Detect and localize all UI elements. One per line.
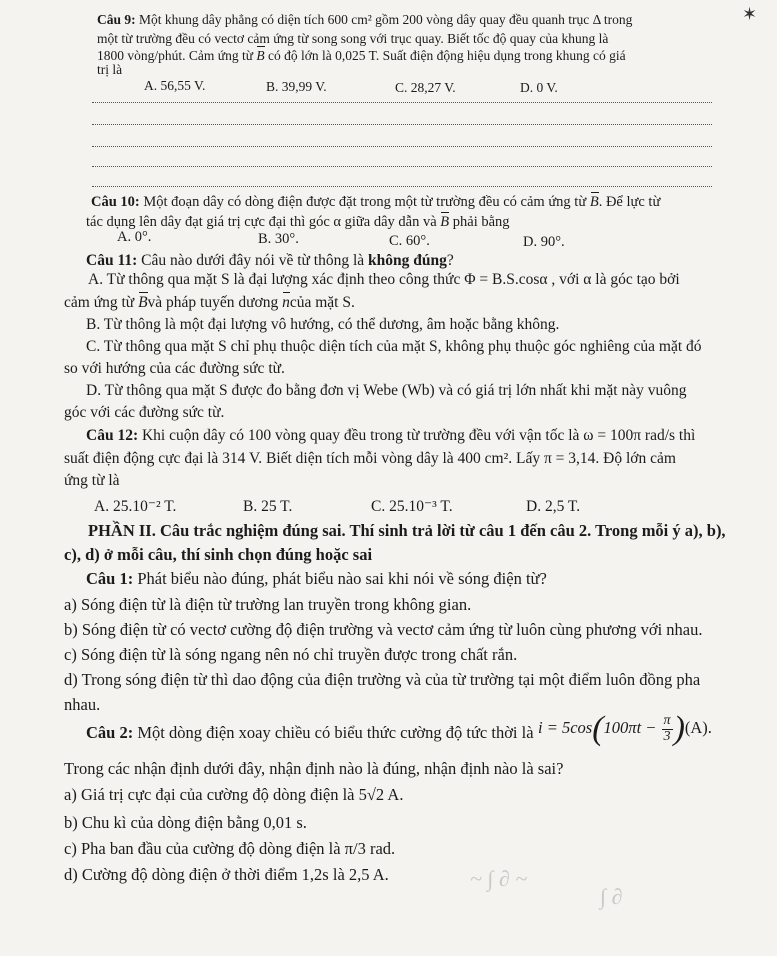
- q10-text-2b: phải bằng: [449, 214, 510, 230]
- q12-option-b: B. 25 T.: [243, 498, 293, 515]
- q9-option-a: A. 56,55 V.: [144, 78, 206, 93]
- q9-option-b: B. 39,99 V.: [266, 79, 327, 94]
- p2-q2-stem-text: Một dòng điện xoay chiều có biểu thức cường độ tức thời là: [133, 723, 534, 742]
- q11-option-c-line-1: C. Từ thông qua mặt S chỉ phụ thuộc diện tích của mặt S, không phụ thuộc góc nghiêng của mặt đó: [86, 338, 702, 355]
- q11-stem-text: Câu nào dưới đây nói về từ thông là: [137, 252, 369, 269]
- answer-line-1: [92, 102, 712, 103]
- q11-a-text-1: cảm ứng từ: [64, 294, 139, 311]
- q11-option-d-line-1: D. Từ thông qua mặt S được đo bằng đơn vị Webe (Wb) và có giá trị lớn nhất khi mặt này vuông: [86, 382, 687, 399]
- part-2-heading-line-2: c), d) ở mỗi câu, thí sinh chọn đúng hoặc sai: [64, 545, 373, 564]
- part-2-heading-line-1: PHẦN II. Câu trắc nghiệm đúng sai. Thí sinh trả lời từ câu 1 đến câu 2. Trong mỗi ý a), b),: [88, 521, 726, 540]
- current-formula: [538, 712, 712, 746]
- q10-option-d: D. 90°.: [523, 234, 565, 250]
- p2-q1-statement-d-line-2: nhau.: [64, 695, 101, 714]
- q11-a-text-3: của mặt S.: [289, 294, 355, 311]
- p2-q1-statement-d-line-1: d) Trong sóng điện từ thì dao động của điện trường và của từ trường tại một điểm luôn đồng pha: [64, 670, 701, 689]
- q9-text-3b: có độ lớn là 0,025 T. Suất điện động hiệu dụng trong khung có giá: [264, 48, 626, 63]
- p2-q1-label: Câu 1:: [86, 569, 134, 588]
- p2-q2-intro: Trong các nhận định dưới đây, nhận định nào là đúng, nhận định nào là sai?: [64, 759, 564, 778]
- star-mark-icon: ✶: [742, 4, 758, 24]
- q11-option-b: B. Từ thông là một đại lượng vô hướng, có thể dương, âm hoặc bằng không.: [86, 316, 560, 333]
- q10-option-c: C. 60°.: [389, 233, 430, 249]
- q12-line-1: [86, 427, 695, 445]
- vector-b-symbol: B: [138, 294, 148, 311]
- q11-option-c-line-2: so với hướng của các đường sức từ.: [64, 360, 285, 377]
- q9-line-2: một từ trường đều có vectơ cảm ứng từ song song với trục quay. Biết tốc độ quay của khung là: [97, 31, 609, 46]
- q12-option-d: D. 2,5 T.: [526, 498, 581, 515]
- formula-fraction: [662, 714, 673, 744]
- q12-option-c: C. 25.10⁻³ T.: [371, 498, 453, 515]
- q10-line-1: [91, 194, 660, 211]
- q9-line-1: [97, 12, 632, 28]
- q10-text-2a: tác dụng lên dây đạt giá trị cực đại thì góc α giữa dây dẫn và: [86, 214, 441, 230]
- q11-option-d-line-2: góc với các đường sức từ.: [64, 404, 225, 421]
- bleed-through-scribble: ∫ ∂: [600, 884, 623, 909]
- q11-stem-emphasis: không đúng: [368, 252, 447, 269]
- p2-q2-statement-b: b) Chu kì của dòng điện bằng 0,01 s.: [64, 813, 307, 832]
- formula-argument: 100πt −: [603, 717, 661, 737]
- fraction-numerator: π: [663, 712, 671, 728]
- answer-line-2: [92, 124, 712, 125]
- q12-line-2: suất điện động cực đại là 314 V. Biết diện tích mỗi vòng dây là 400 cm². Lấy π = 3,14. Độ lớn cảm: [64, 450, 676, 467]
- p2-q1-statement-a: a) Sóng điện từ là điện từ trường lan truyền trong không gian.: [64, 595, 472, 614]
- vector-b-symbol: B: [589, 194, 599, 210]
- q9-line-4: trị là: [97, 62, 123, 77]
- p2-q1-stem-text: Phát biểu nào đúng, phát biểu nào sai khi nói về sóng điện từ?: [133, 569, 547, 588]
- q11-label: Câu 11:: [86, 252, 138, 269]
- q11-a-text-2: và pháp tuyến dương: [147, 294, 283, 311]
- q9-option-d: D. 0 V.: [520, 80, 558, 95]
- q10-option-a: A. 0°.: [117, 229, 152, 245]
- formula-left-paren: (: [592, 710, 604, 747]
- vector-n-symbol: n: [282, 294, 290, 311]
- q11-option-a-line-1: A. Từ thông qua mặt S là đại lượng xác định theo công thức Φ = B.S.cosα , với α là góc tạo bởi: [88, 271, 680, 288]
- p2-q1-statement-b: b) Sóng điện từ có vectơ cường độ điện trường và vectơ cảm ứng từ luôn cùng phương với nhau.: [64, 620, 703, 639]
- q9-text-3a: 1800 vòng/phút. Cảm ứng từ: [97, 48, 257, 63]
- q10-text-1a: Một đoạn dây có dòng điện được đặt trong một từ trường đều có cảm ứng từ: [139, 194, 590, 210]
- p2-q2-label: Câu 2:: [86, 723, 134, 742]
- q9-label: Câu 9:: [97, 12, 136, 27]
- p2-q2-stem: [86, 724, 534, 743]
- q11-stem-end: ?: [446, 252, 454, 269]
- q10-text-1b: . Để lực từ: [598, 194, 661, 210]
- bleed-through-scribble: ~ ∫ ∂ ~: [470, 866, 528, 891]
- answer-line-3: [92, 146, 712, 147]
- q9-line-3: [97, 48, 626, 64]
- q12-label: Câu 12:: [86, 427, 139, 444]
- answer-line-5: [92, 186, 712, 187]
- q11-stem: [86, 252, 454, 270]
- q12-option-a: A. 25.10⁻² T.: [94, 498, 177, 515]
- q11-option-a-line-2: [64, 294, 355, 312]
- vector-b-symbol: B: [256, 48, 265, 63]
- q10-label: Câu 10:: [91, 194, 140, 210]
- q12-line-3: ứng từ là: [64, 472, 120, 489]
- q10-option-b: B. 30°.: [258, 231, 299, 247]
- answer-line-4: [92, 166, 712, 167]
- p2-q1-statement-c: c) Sóng điện từ là sóng ngang nên nó chỉ truyền được trong chất rắn.: [64, 645, 518, 664]
- vector-b-symbol: B: [440, 214, 450, 230]
- formula-right-paren: ): [673, 710, 685, 747]
- p2-q2-statement-d: d) Cường độ dòng điện ở thời điểm 1,2s là 2,5 A.: [64, 865, 389, 884]
- p2-q2-statement-a: a) Giá trị cực đại của cường độ dòng điện là 5√2 A.: [64, 785, 404, 804]
- q9-option-c: C. 28,27 V.: [395, 80, 456, 95]
- q9-text-1: Một khung dây phẳng có diện tích 600 cm² gồm 200 vòng dây quay đều quanh trục Δ trong: [139, 12, 633, 27]
- q12-text-1: Khi cuộn dây có 100 vòng quay đều trong từ trường đều với vận tốc là ω = 100π rad/s thì: [138, 427, 696, 444]
- p2-q2-statement-c: c) Pha ban đầu của cường độ dòng điện là π/3 rad.: [64, 839, 396, 858]
- fraction-denominator: 3: [663, 728, 671, 744]
- formula-unit: (A).: [684, 717, 712, 737]
- formula-lhs: i = 5cos: [538, 717, 593, 737]
- p2-q1-stem: [86, 570, 547, 589]
